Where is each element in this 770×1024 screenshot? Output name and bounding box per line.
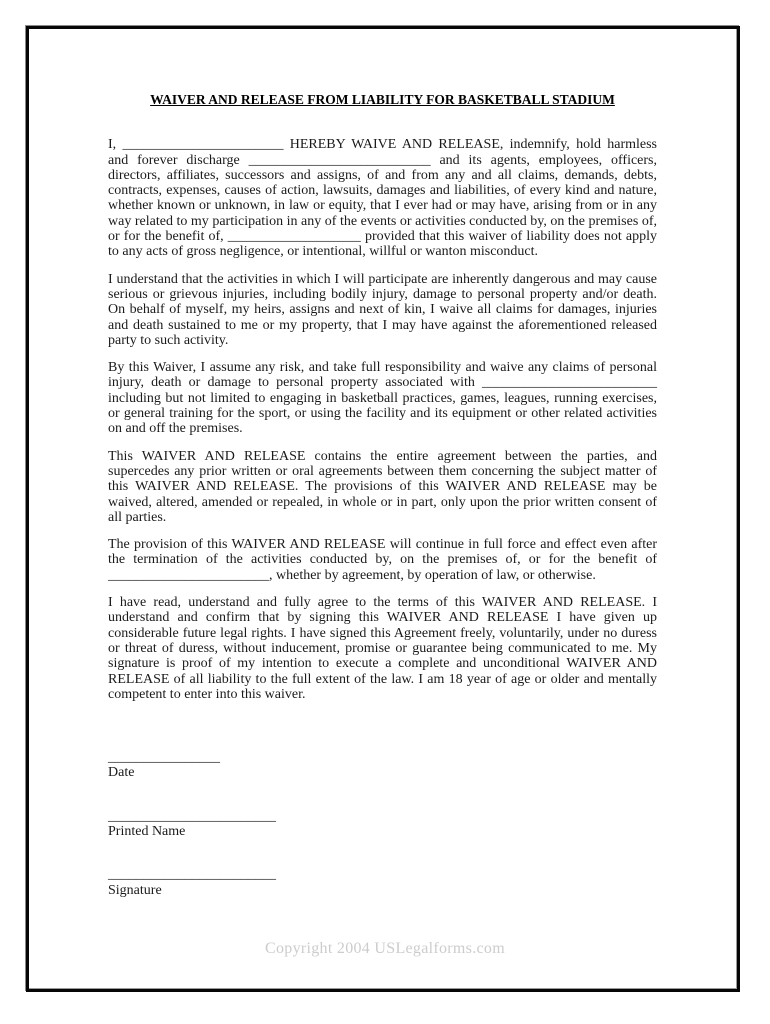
signature-label: Signature xyxy=(108,882,162,898)
printed-name-blank-line: ________________________ xyxy=(108,808,276,824)
paragraph-survival-provision: The provision of this WAIVER AND RELEASE will continue in full force and effect even after the termination of the activities conducted by, on the premises of, or for the benefit of _______________________, whether by agreement, by operation of law, or otherwise. xyxy=(108,537,657,583)
paragraph-waive-and-release: I, _______________________ HEREBY WAIVE AND RELEASE, indemnify, hold harmless and forever discharge __________________________ and its agents, employees, officers, directors, affiliates, successors and assigns, of and from any and all claims, demands, debts, contracts, expenses, causes of action, lawsuits, damages and liabilities, of every kind and nature, whether known or unknown, in law or equity, that I ever had or may have, arising from or in any way related to my participation in any of the events or activities conducted by, on the premises of, or for the benefit of, ___________________ provided that this waiver of liability does not apply to any acts of gross negligence, or intentional, willful or wanton misconduct. xyxy=(108,137,657,260)
paragraph-assumption-of-risk: By this Waiver, I assume any risk, and take full responsibility and waive any claims of personal injury, death or damage to personal property associated with _________________________ including but not limited to engaging in basketball practices, games, leagues, running exercises, or general training for the sport, or using the facility and its equipment or other related activities on and off the premises. xyxy=(108,360,657,437)
date-blank-line: ________________ xyxy=(108,750,220,766)
signature-block xyxy=(108,750,657,898)
paragraph-inherent-danger: I understand that the activities in which I will participate are inherently dangerous and may cause serious or grievous injuries, including bodily injury, damage to personal property and/or death. On behalf of myself, my heirs, assigns and next of kin, I waive all claims for damages, injuries and death sustained to me or my property, that I may have against the aforementioned released party to such activity. xyxy=(108,271,657,348)
signature-blank-line: ________________________ xyxy=(108,867,276,883)
date-label: Date xyxy=(108,765,135,781)
printed-name-label: Printed Name xyxy=(108,823,186,839)
document-title: WAIVER AND RELEASE FROM LIABILITY FOR BASKETBALL STADIUM xyxy=(150,92,615,107)
document-body xyxy=(108,92,657,898)
paragraph-acknowledgement: I have read, understand and fully agree to the terms of this WAIVER AND RELEASE. I understand and confirm that by signing this WAIVER AND RELEASE I have given up considerable future legal rights. I have signed this Agreement freely, voluntarily, under no duress or threat of duress, without inducement, promise or guarantee being communicated to me. My signature is proof of my intention to execute a complete and unconditional WAIVER AND RELEASE of all liability to the full extent of the law. I am 18 year of age or older and mentally competent to enter into this waiver. xyxy=(108,595,657,702)
paragraph-entire-agreement: This WAIVER AND RELEASE contains the entire agreement between the parties, and supercedes any prior written or oral agreements between them concerning the subject matter of this WAIVER AND RELEASE. The provisions of this WAIVER AND RELEASE may be waived, altered, amended or repealed, in whole or in part, only upon the prior written consent of all parties. xyxy=(108,448,657,525)
printed-name-field xyxy=(108,809,657,840)
date-field xyxy=(108,750,657,781)
copyright-notice: Copyright 2004 USLegalforms.com xyxy=(265,940,505,957)
signature-field xyxy=(108,867,657,898)
